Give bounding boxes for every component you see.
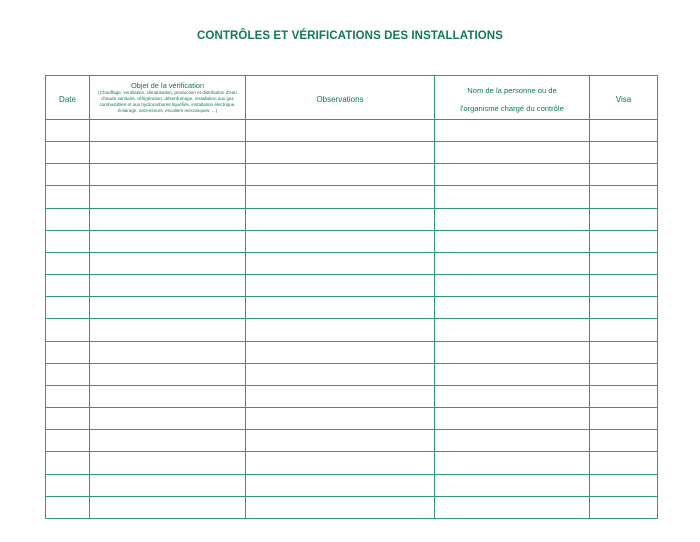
observations-cell[interactable] bbox=[246, 408, 435, 430]
observations-cell[interactable] bbox=[246, 496, 435, 518]
person-cell[interactable] bbox=[435, 208, 590, 230]
person-cell[interactable] bbox=[435, 120, 590, 142]
objet-cell[interactable] bbox=[90, 208, 246, 230]
visa-cell[interactable] bbox=[590, 496, 658, 518]
visa-cell[interactable] bbox=[590, 252, 658, 274]
objet-cell[interactable] bbox=[90, 341, 246, 363]
header-observations bbox=[246, 76, 435, 120]
observations-cell[interactable] bbox=[246, 385, 435, 407]
date-cell[interactable] bbox=[46, 452, 90, 474]
person-cell[interactable] bbox=[435, 186, 590, 208]
table-row bbox=[46, 186, 658, 208]
visa-cell[interactable] bbox=[590, 474, 658, 496]
date-cell[interactable] bbox=[46, 385, 90, 407]
table-row bbox=[46, 385, 658, 407]
visa-cell[interactable] bbox=[590, 120, 658, 142]
header-person bbox=[435, 76, 590, 120]
objet-cell[interactable] bbox=[90, 452, 246, 474]
objet-cell[interactable] bbox=[90, 363, 246, 385]
person-cell[interactable] bbox=[435, 275, 590, 297]
table-row bbox=[46, 164, 658, 186]
table-row bbox=[46, 452, 658, 474]
visa-cell[interactable] bbox=[590, 319, 658, 341]
header-person-line2: l'organisme chargé du contrôle bbox=[460, 103, 564, 113]
person-cell[interactable] bbox=[435, 164, 590, 186]
objet-cell[interactable] bbox=[90, 430, 246, 452]
person-cell[interactable] bbox=[435, 452, 590, 474]
header-date bbox=[46, 76, 90, 120]
observations-cell[interactable] bbox=[246, 341, 435, 363]
table-row bbox=[46, 430, 658, 452]
observations-cell[interactable] bbox=[246, 363, 435, 385]
person-cell[interactable] bbox=[435, 142, 590, 164]
verification-register-table bbox=[45, 75, 658, 519]
table-row bbox=[46, 363, 658, 385]
date-cell[interactable] bbox=[46, 430, 90, 452]
header-objet bbox=[90, 76, 246, 120]
person-cell[interactable] bbox=[435, 230, 590, 252]
visa-cell[interactable] bbox=[590, 275, 658, 297]
person-cell[interactable] bbox=[435, 385, 590, 407]
visa-cell[interactable] bbox=[590, 363, 658, 385]
observations-cell[interactable] bbox=[246, 474, 435, 496]
table-row bbox=[46, 341, 658, 363]
visa-cell[interactable] bbox=[590, 186, 658, 208]
person-cell[interactable] bbox=[435, 474, 590, 496]
header-visa-label: Visa bbox=[615, 94, 632, 104]
person-cell[interactable] bbox=[435, 363, 590, 385]
date-cell[interactable] bbox=[46, 496, 90, 518]
header-objet-detail: (Chauffage, ventilation, climatisation, production et distribution d'eau chaude sanitaire, réfrigération, désenfumage, installation aux gaz combustibles et aux hydrocarbures liquéfiés, installation électrique, éclairage, ascenseurs, escaliers mécaniques, ...) bbox=[98, 89, 237, 114]
objet-cell[interactable] bbox=[90, 474, 246, 496]
table-row bbox=[46, 496, 658, 518]
table-row bbox=[46, 474, 658, 496]
date-cell[interactable] bbox=[46, 363, 90, 385]
date-cell[interactable] bbox=[46, 208, 90, 230]
header-visa bbox=[590, 76, 658, 120]
objet-cell[interactable] bbox=[90, 142, 246, 164]
person-cell[interactable] bbox=[435, 252, 590, 274]
objet-cell[interactable] bbox=[90, 120, 246, 142]
table-row bbox=[46, 120, 658, 142]
table-row bbox=[46, 319, 658, 341]
observations-cell[interactable] bbox=[246, 186, 435, 208]
visa-cell[interactable] bbox=[590, 208, 658, 230]
objet-cell[interactable] bbox=[90, 186, 246, 208]
table-row bbox=[46, 297, 658, 319]
date-cell[interactable] bbox=[46, 319, 90, 341]
visa-cell[interactable] bbox=[590, 385, 658, 407]
objet-cell[interactable] bbox=[90, 230, 246, 252]
date-cell[interactable] bbox=[46, 408, 90, 430]
objet-cell[interactable] bbox=[90, 275, 246, 297]
person-cell[interactable] bbox=[435, 408, 590, 430]
page-title: CONTRÔLES ET VÉRIFICATIONS DES INSTALLATIONS bbox=[197, 30, 503, 42]
observations-cell[interactable] bbox=[246, 230, 435, 252]
person-cell[interactable] bbox=[435, 341, 590, 363]
header-objet-title: Objet de la vérification bbox=[130, 80, 205, 90]
table-row bbox=[46, 142, 658, 164]
table-row bbox=[46, 408, 658, 430]
observations-cell[interactable] bbox=[246, 142, 435, 164]
table-body bbox=[46, 120, 658, 519]
visa-cell[interactable] bbox=[590, 341, 658, 363]
observations-cell[interactable] bbox=[246, 452, 435, 474]
date-cell[interactable] bbox=[46, 297, 90, 319]
observations-cell[interactable] bbox=[246, 430, 435, 452]
visa-cell[interactable] bbox=[590, 142, 658, 164]
date-cell[interactable] bbox=[46, 230, 90, 252]
objet-cell[interactable] bbox=[90, 319, 246, 341]
visa-cell[interactable] bbox=[590, 164, 658, 186]
person-cell[interactable] bbox=[435, 297, 590, 319]
date-cell[interactable] bbox=[46, 142, 90, 164]
header-observations-label: Observations bbox=[316, 94, 364, 104]
person-cell[interactable] bbox=[435, 319, 590, 341]
date-cell[interactable] bbox=[46, 164, 90, 186]
table-row bbox=[46, 275, 658, 297]
visa-cell[interactable] bbox=[590, 430, 658, 452]
table-row bbox=[46, 208, 658, 230]
observations-cell[interactable] bbox=[246, 319, 435, 341]
visa-cell[interactable] bbox=[590, 230, 658, 252]
observations-cell[interactable] bbox=[246, 297, 435, 319]
date-cell[interactable] bbox=[46, 252, 90, 274]
objet-cell[interactable] bbox=[90, 164, 246, 186]
table-row bbox=[46, 252, 658, 274]
header-person-line1: Nom de la personne ou de bbox=[467, 85, 557, 95]
date-cell[interactable] bbox=[46, 186, 90, 208]
header-date-label: Date bbox=[59, 94, 76, 104]
date-cell[interactable] bbox=[46, 120, 90, 142]
visa-cell[interactable] bbox=[590, 297, 658, 319]
date-cell[interactable] bbox=[46, 474, 90, 496]
table-row bbox=[46, 230, 658, 252]
objet-cell[interactable] bbox=[90, 496, 246, 518]
objet-cell[interactable] bbox=[90, 252, 246, 274]
observations-cell[interactable] bbox=[246, 164, 435, 186]
objet-cell[interactable] bbox=[90, 297, 246, 319]
observations-cell[interactable] bbox=[246, 120, 435, 142]
visa-cell[interactable] bbox=[590, 452, 658, 474]
observations-cell[interactable] bbox=[246, 275, 435, 297]
date-cell[interactable] bbox=[46, 341, 90, 363]
visa-cell[interactable] bbox=[590, 408, 658, 430]
person-cell[interactable] bbox=[435, 496, 590, 518]
objet-cell[interactable] bbox=[90, 385, 246, 407]
objet-cell[interactable] bbox=[90, 408, 246, 430]
date-cell[interactable] bbox=[46, 275, 90, 297]
observations-cell[interactable] bbox=[246, 252, 435, 274]
observations-cell[interactable] bbox=[246, 208, 435, 230]
table-header-row bbox=[46, 76, 658, 120]
person-cell[interactable] bbox=[435, 430, 590, 452]
